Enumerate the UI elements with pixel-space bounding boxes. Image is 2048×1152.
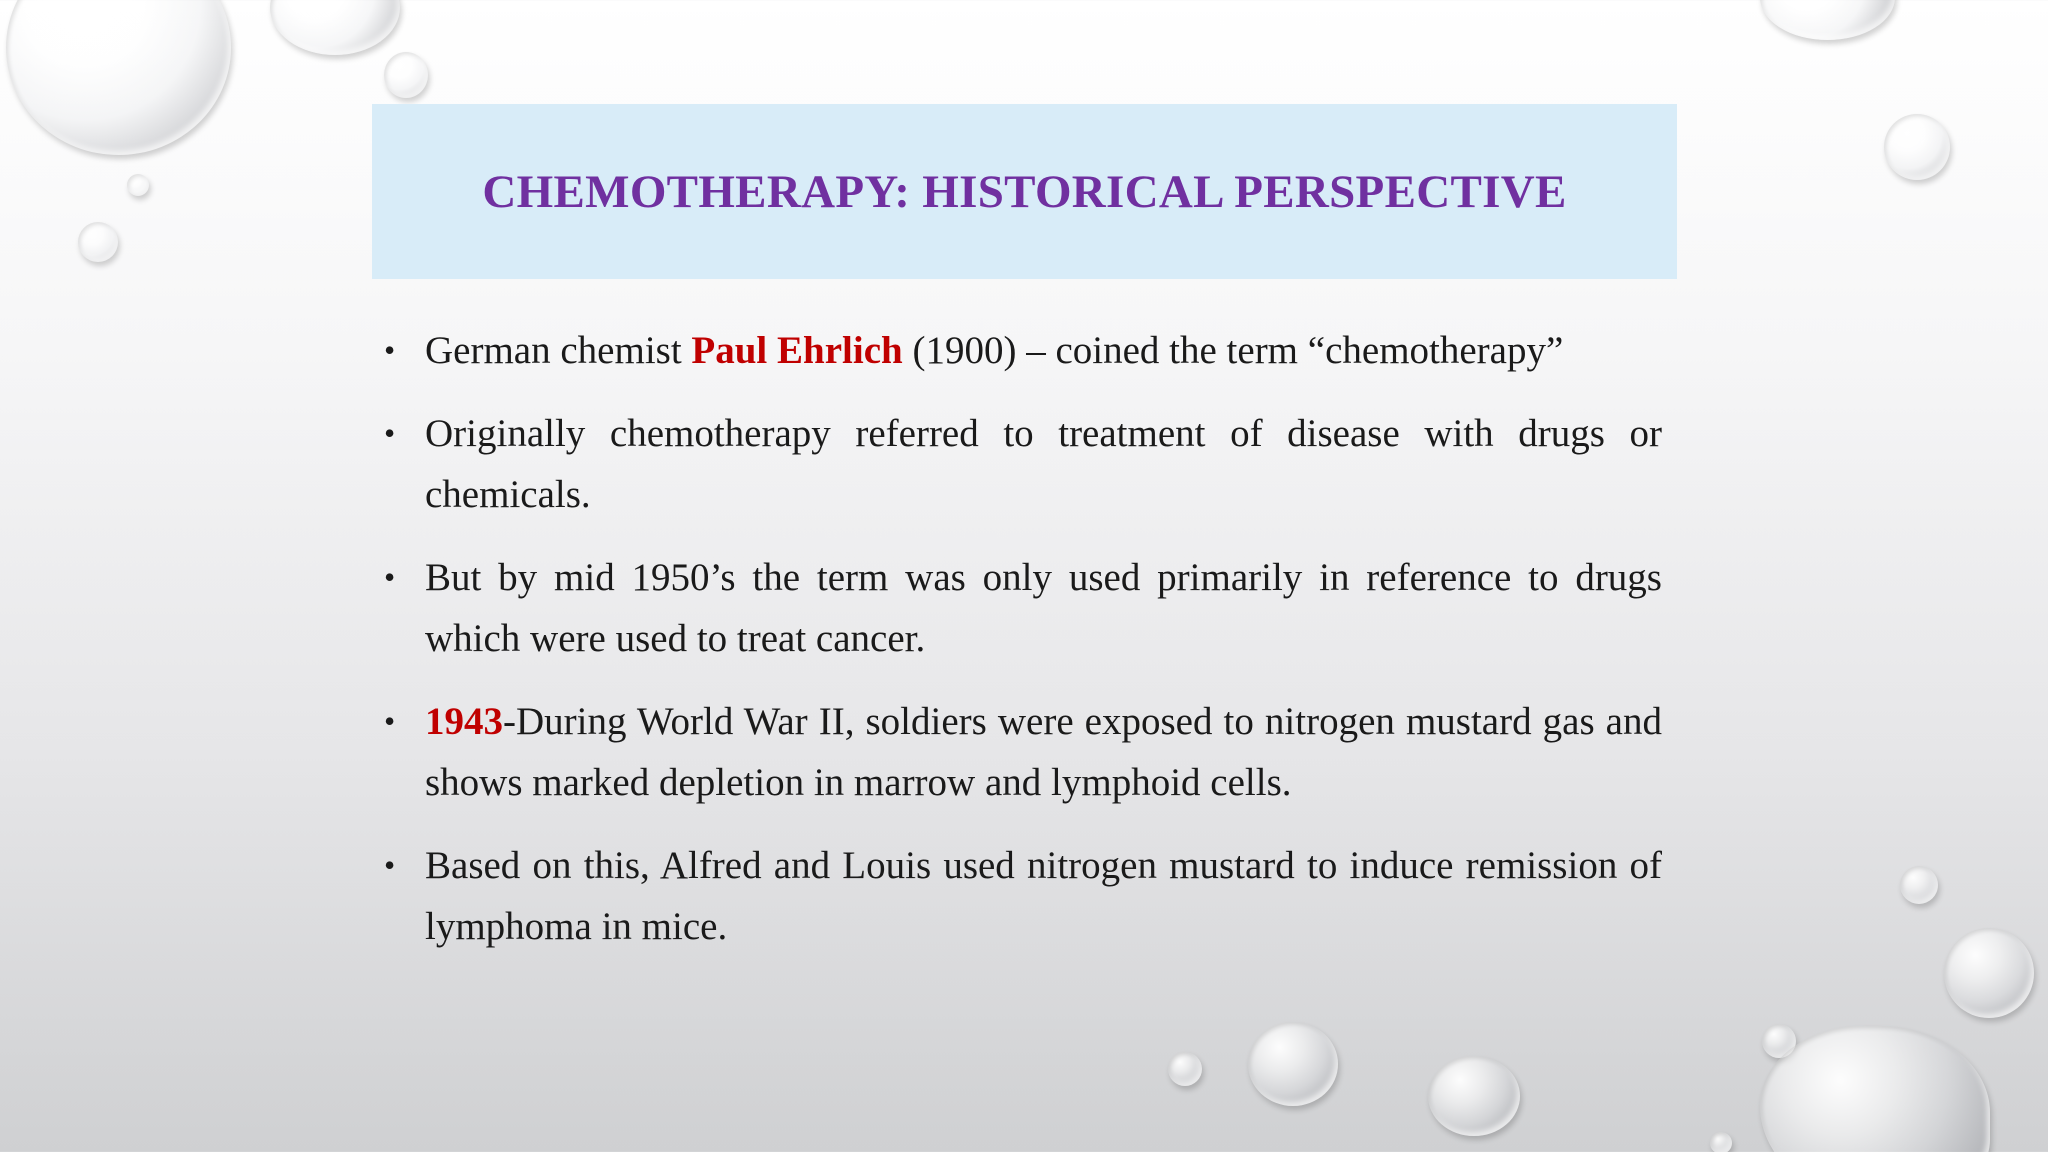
bullet-item: [382, 691, 1662, 813]
bullet-text: Originally chemotherapy referred to treatment of disease with drugs or chemicals.: [425, 412, 1662, 516]
highlighted-year: 1943: [425, 700, 503, 743]
water-droplet-decoration: [127, 174, 149, 196]
water-droplet-decoration: [1944, 928, 2034, 1018]
bullet-point: •: [384, 415, 396, 451]
water-droplet-decoration: [1884, 114, 1950, 180]
bullet-item: [382, 835, 1662, 957]
bullet-point: •: [384, 703, 396, 739]
bullet-point: •: [384, 847, 396, 883]
water-droplet-decoration: [1248, 1022, 1338, 1106]
bullet-item: [382, 403, 1662, 525]
water-droplet-decoration: [78, 222, 118, 262]
water-droplet-decoration: [270, 0, 400, 55]
bullet-item: [382, 320, 1662, 381]
bullet-text: Based on this, Alfred and Louis used nitrogen mustard to induce remission of lymphoma in mice.: [425, 844, 1662, 948]
water-droplet-decoration: [384, 52, 428, 98]
bullet-text: But by mid 1950’s the term was only used primarily in reference to drugs which were used to treat cancer.: [425, 556, 1662, 660]
water-droplet-decoration: [1900, 866, 1938, 904]
slide-title: CHEMOTHERAPY: HISTORICAL PERSPECTIVE: [482, 165, 1567, 218]
water-droplet-decoration: [1760, 0, 1895, 40]
water-droplet-decoration: [1168, 1052, 1202, 1086]
bullet-list: [382, 320, 1662, 979]
water-droplet-decoration: [6, 0, 231, 155]
bullet-text: -During World War II, soldiers were exposed to nitrogen mustard gas and shows marked depletion in marrow and lymphoid cells.: [425, 700, 1662, 804]
bullet-text: German chemist: [425, 329, 692, 372]
water-droplet-decoration: [1710, 1132, 1732, 1152]
highlighted-name: Paul Ehrlich: [691, 329, 903, 372]
title-band: [372, 104, 1677, 279]
water-droplet-decoration: [1760, 1026, 1990, 1152]
bullet-item: [382, 547, 1662, 669]
water-droplet-decoration: [1428, 1056, 1520, 1136]
bullet-point: •: [384, 332, 396, 368]
bullet-text: (1900) – coined the term “chemotherapy”: [902, 329, 1564, 372]
bullet-point: •: [384, 559, 396, 595]
